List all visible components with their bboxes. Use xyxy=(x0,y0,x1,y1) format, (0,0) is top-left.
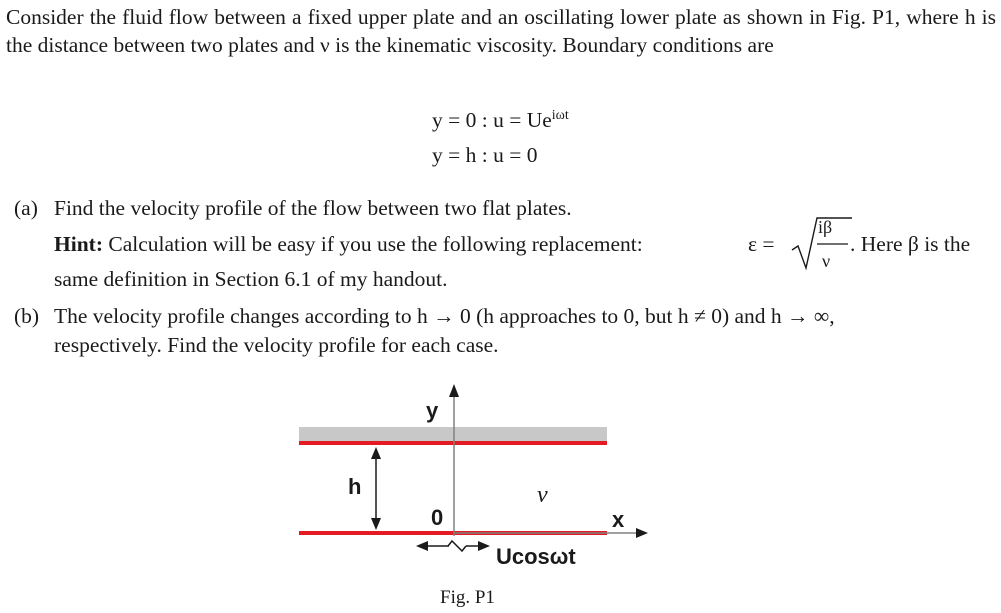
part-a-text: Find the velocity profile of the flow between two flat plates. xyxy=(54,196,572,220)
bc1-text: y = 0 : u = Ue xyxy=(432,108,552,133)
part-b-line2: respectively. Find the velocity profile for each case. xyxy=(54,333,499,357)
oscillation-zigzag xyxy=(448,541,466,551)
part-a-label: (a) xyxy=(14,196,38,220)
motion-label: Ucosωt xyxy=(496,544,576,569)
h-arrow-bottom xyxy=(371,518,381,530)
origin-label: 0 xyxy=(431,505,444,530)
y-axis-label: y xyxy=(426,398,439,423)
problem-intro: Consider the fluid flow between a fixed upper plate and an oscillating lower plate as shown in Fig. P1, where h is the distance between two plates and ν is the kinematic viscosity. Boundary conditions are xyxy=(6,5,996,57)
upper-plate xyxy=(299,441,607,445)
part-b-label: (b) xyxy=(14,304,40,328)
hint-after: . Here β is the xyxy=(850,232,971,256)
sqrt-sign xyxy=(792,218,852,268)
nu-label: ν xyxy=(537,482,548,508)
x-axis-arrow xyxy=(636,528,648,538)
fixed-wall xyxy=(299,427,607,441)
oscillation-right-arrow xyxy=(478,541,490,551)
hint-label: Hint: xyxy=(54,232,103,256)
oscillation-left-arrow xyxy=(416,541,428,551)
hint-line2: same definition in Section 6.1 of my handout. xyxy=(54,267,448,291)
boundary-condition-2: y = h : u = 0 xyxy=(432,143,538,167)
h-label: h xyxy=(348,474,362,499)
h-arrow-top xyxy=(371,447,381,459)
part-b-line1: The velocity profile changes according to h → 0 (h approaches to 0, but h ≠ 0) and h → ∞, xyxy=(54,304,835,328)
hint-denominator: ν xyxy=(822,251,831,271)
hint-epsilon: ε = xyxy=(748,232,775,256)
hint-numerator: iβ xyxy=(818,217,833,237)
bc1-exponent: iωt xyxy=(551,108,569,123)
hint-text: Calculation will be easy if you use the following replacement: xyxy=(108,232,643,256)
x-axis-label: x xyxy=(612,507,625,532)
figure-caption: Fig. P1 xyxy=(440,587,495,608)
y-axis-arrow xyxy=(449,384,459,397)
